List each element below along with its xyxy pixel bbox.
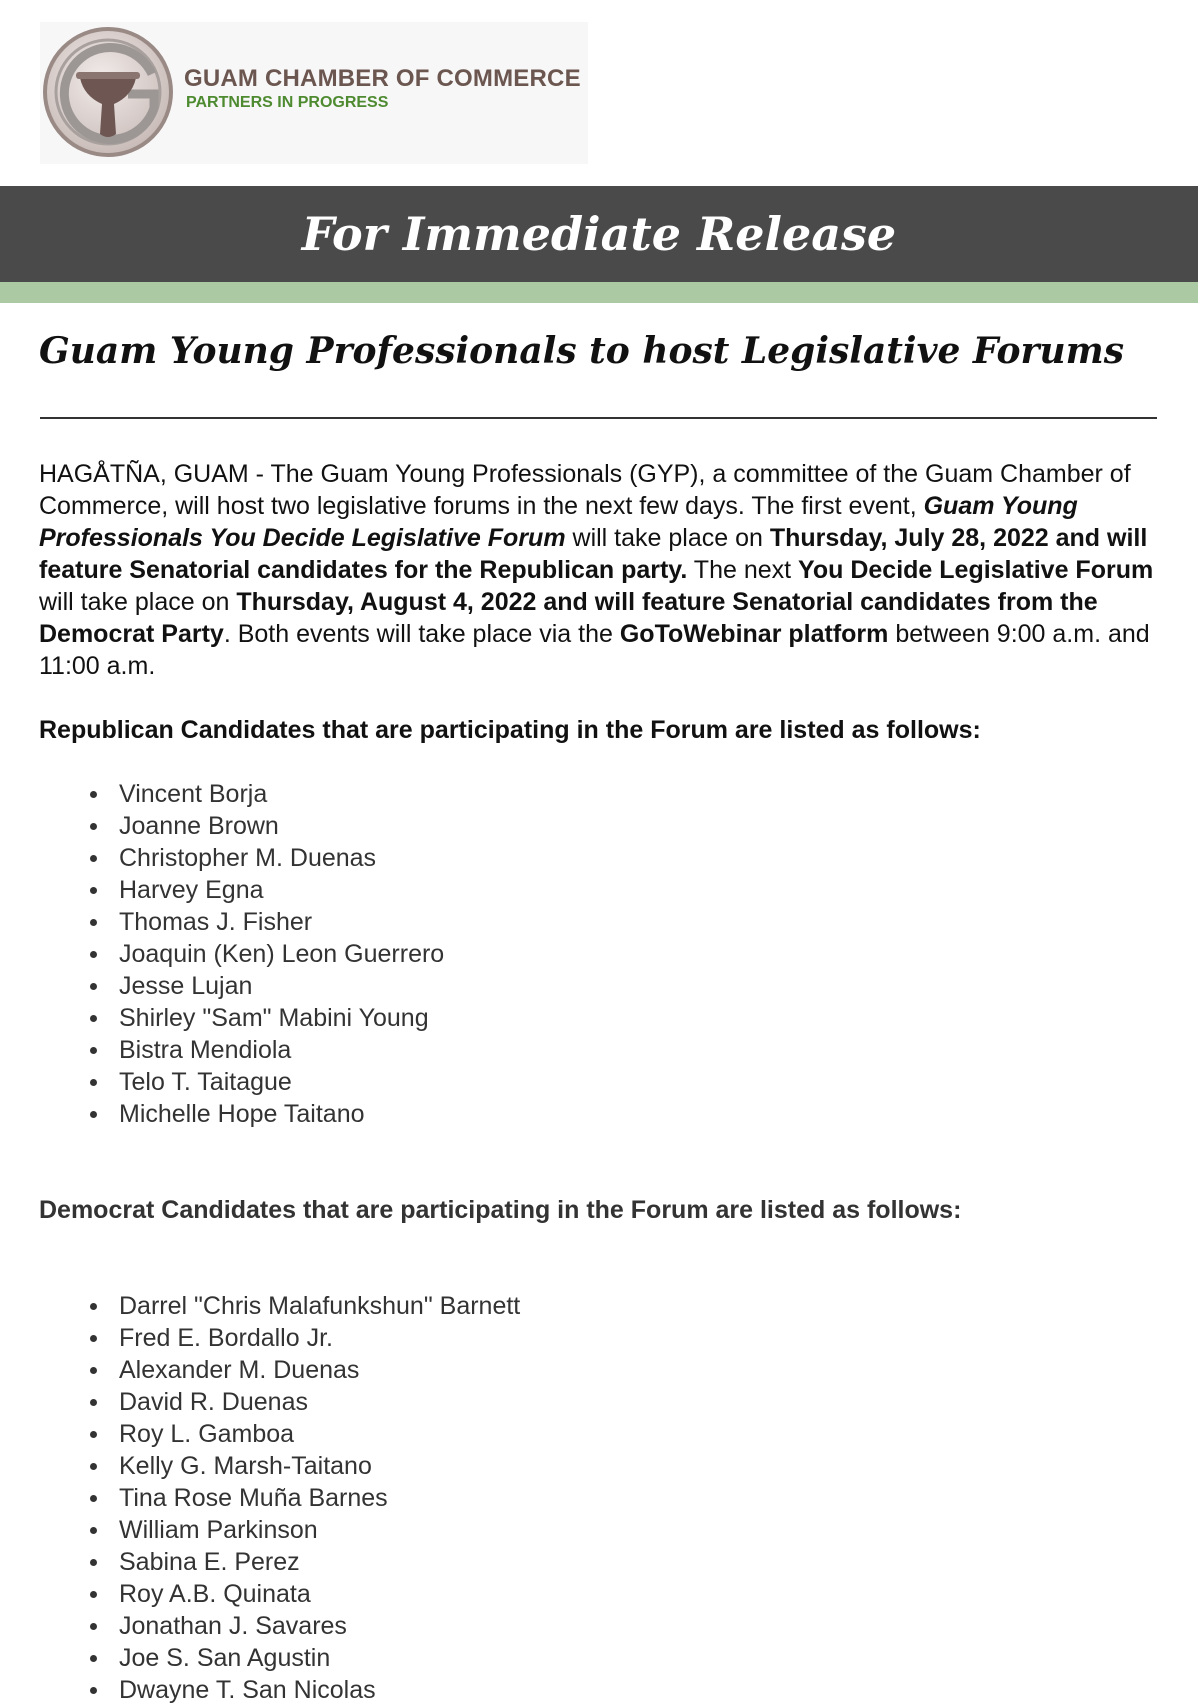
list-item: Dwayne T. San Nicolas [80,1674,980,1706]
list-item: Joaquin (Ken) Leon Guerrero [80,938,980,970]
chamber-seal-icon [40,22,588,164]
intro-text-5: . Both events will take place via the [223,620,620,648]
org-tagline: PARTNERS IN PROGRESS [186,94,389,111]
list-item: Sabina E. Perez [80,1546,980,1578]
list-item: Roy L. Gamboa [80,1418,980,1450]
event-name: Guam Young Professionals You Decide Legislative Forum [39,492,1078,552]
list-item: Darrel "Chris Malafunkshun" Barnett [80,1290,980,1322]
list-item: Thomas J. Fisher [80,906,980,938]
list-item: William Parkinson [80,1514,980,1546]
intro-text-1: HAGÅTÑA, GUAM - The Guam Young Professionals (GYP), a committee of the Guam Chamber of Commerce, will host two legislative forums in the next few days. The first event, [39,460,1131,520]
list-item: Christopher M. Duenas [80,842,980,874]
list-item: David R. Duenas [80,1386,980,1418]
list-item: Joe S. San Agustin [80,1642,980,1674]
chamber-logo [40,22,588,164]
democrat-candidate-list [80,1290,980,1706]
democrat-event-date: Thursday, August 4, 2022 and will feature Senatorial candidates from the Democrat Party [39,588,1098,648]
intro-text-2: will take place on [565,524,770,552]
list-item: Joanne Brown [80,810,980,842]
list-item: Bistra Mendiola [80,1034,980,1066]
divider [40,417,1157,419]
list-item: Telo T. Taitague [80,1066,980,1098]
list-item: Fred E. Bordallo Jr. [80,1322,980,1354]
list-item: Shirley "Sam" Mabini Young [80,1002,980,1034]
article-headline: Guam Young Professionals to host Legislative Forums [39,330,1125,372]
intro-text-3: The next [687,556,799,584]
intro-paragraph [39,458,1174,682]
list-item: Jesse Lujan [80,970,980,1002]
list-item: Kelly G. Marsh-Taitano [80,1450,980,1482]
republican-candidate-list [80,778,980,1130]
republican-heading: Republican Candidates that are participating in the Forum are listed as follows: [39,716,981,744]
release-banner [0,186,1198,282]
second-event-name: You Decide Legislative Forum [798,556,1154,584]
list-item: Michelle Hope Taitano [80,1098,980,1130]
list-item: Vincent Borja [80,778,980,810]
list-item: Alexander M. Duenas [80,1354,980,1386]
org-name: GUAM CHAMBER OF COMMERCE [184,65,581,92]
list-item: Roy A.B. Quinata [80,1578,980,1610]
platform-name: GoToWebinar platform [619,620,889,648]
republican-event-date: Thursday, July 28, 2022 and will feature Senatorial candidates for the Republican party. [39,524,1148,584]
banner-title: For Immediate Release [301,207,897,261]
accent-stripe [0,282,1198,303]
intro-text-4: will take place on [39,588,237,616]
list-item: Tina Rose Muña Barnes [80,1482,980,1514]
democrat-heading: Democrat Candidates that are participating in the Forum are listed as follows: [39,1196,962,1224]
list-item: Harvey Egna [80,874,980,906]
list-item: Jonathan J. Savares [80,1610,980,1642]
intro-text-6: between 9:00 a.m. and 11:00 a.m. [39,620,1150,680]
